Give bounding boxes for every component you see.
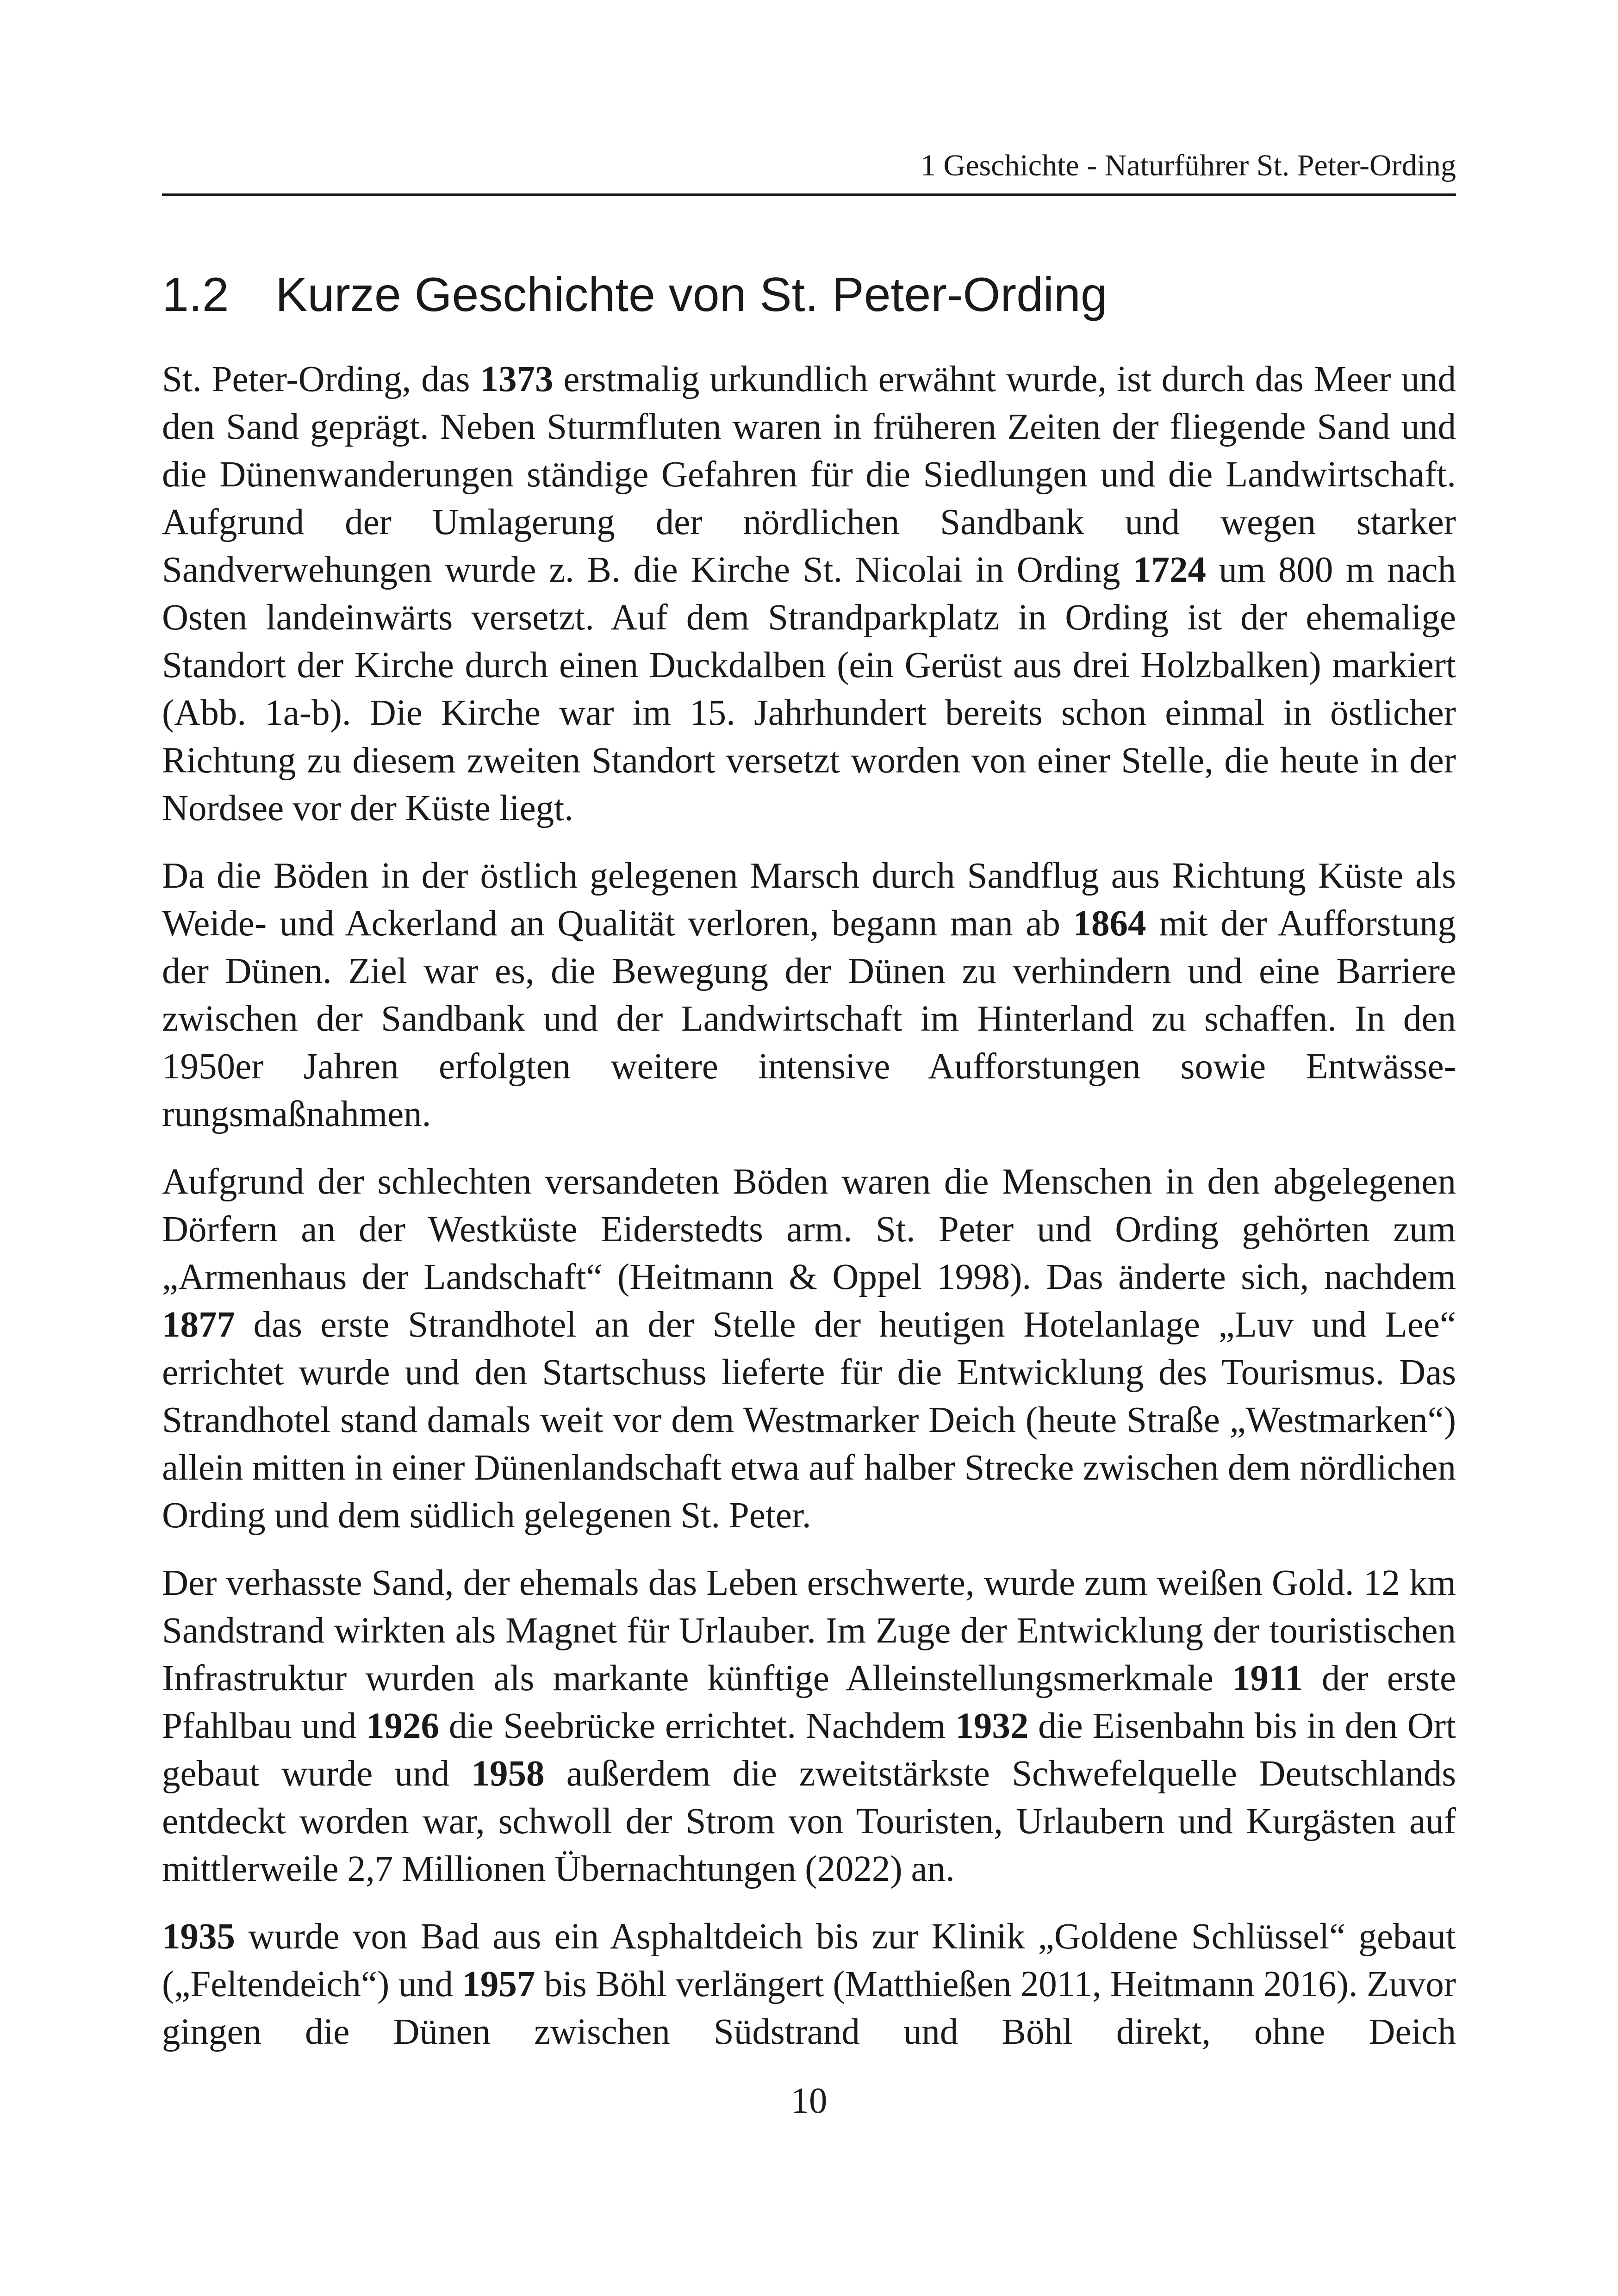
text-run: erstmalig urkundlich erwähnt wurde, ist durch das Meer und den Sand geprägt. Neben Sturmfluten waren in früheren Zeiten der fliegende Sand und die Dünenwanderungen ständige Gefahren für die Siedlungen und die Landwirtschaft. Aufgrund der Umlagerung der nördlichen Sandbank und wegen starker Sandverwehungen wurde z. B. die Kirche St. Nicolai in Ording (162, 359, 1456, 590)
text-run: um 800 m nach Osten landeinwärts versetzt. Auf dem Strandparkplatz in Ording ist der ehemalige Standort der Kirche durch einen Duckdalben (ein Gerüst aus drei Holzbalken) markiert (Abb. 1a-b). Die Kirche war im 15. Jahrhundert bereits schon einmal in östlicher Richtung zu diesem zweiten Standort versetzt worden von einer Stelle, die heute in der Nordsee vor der Küste liegt. (162, 550, 1456, 828)
paragraph (162, 852, 1456, 1138)
text-run: wurde von Bad aus ein Asphaltdeich bis zur Klinik „Goldene Schlüssel“ gebaut („Feltendeich“) und (162, 1916, 1456, 2004)
bold-year: 1935 (162, 1916, 235, 1957)
bold-year: 1926 (366, 1706, 440, 1746)
bold-year: 1911 (1232, 1658, 1303, 1699)
paragraph (162, 1559, 1456, 1893)
paragraph (162, 1913, 1456, 2056)
text-run: die Eisenbahn bis in den Ort gebaut wurde und (162, 1706, 1456, 1794)
section-title (162, 268, 1108, 322)
bold-year: 1373 (480, 359, 554, 399)
header-rule (162, 193, 1456, 196)
body-text (162, 355, 1456, 2076)
text-run: Der verhasste Sand, der ehemals das Leben erschwerte, wurde zum weißen Gold. 12 km Sandstrand wirkten als Magnet für Urlauber. Im Zuge der Entwicklung der touristischen Infrastruktur wurden als markante künftige Alleinstellungsmerkmale (162, 1563, 1456, 1699)
paragraph (162, 1158, 1456, 1539)
bold-year: 1957 (462, 1964, 535, 2004)
bold-year: 1932 (955, 1706, 1029, 1746)
text-run: Da die Böden in der östlich gelegenen Marsch durch Sandflug aus Richtung Küste als Weide- und Ackerland an Qualität verloren, begann man ab (162, 856, 1456, 944)
bold-year: 1724 (1133, 550, 1206, 590)
text-run: St. Peter-Ording, das (162, 359, 480, 399)
bold-year: 1958 (471, 1754, 545, 1794)
text-run: der erste Pfahlbau und (162, 1658, 1456, 1746)
text-run: Aufgrund der schlechten versandeten Böden waren die Menschen in den abgelegenen Dörfern an der Westküste Eiderstedts arm. St. Peter und Ording gehörten zum „Armenhaus der Landschaft“ (Heitmann & Oppel 1998). Das änderte sich, nachdem (162, 1162, 1456, 1297)
section-number: 1.2 (162, 268, 229, 322)
text-run: das erste Strandhotel an der Stelle der heutigen Hotelanlage „Luv und Lee“ errichtet wurde und den Startschuss lieferte für die Entwicklung des Tourismus. Das Strandhotel stand damals weit vor dem Westmarker Deich (heute Straße „Westmarken“) allein mitten in einer Dünenlandschaft etwa auf halber Strecke zwischen dem nördlichen Ording und dem südlich gelegenen St. Peter. (162, 1305, 1456, 1536)
bold-year: 1877 (162, 1305, 235, 1345)
text-run: bis Böhl verlängert (Matthießen 2011, Heitmann 2016). Zuvor gingen die Dünen zwischen Südstrand und Böhl direkt, ohne Deich (162, 1964, 1456, 2052)
bold-year: 1864 (1073, 903, 1146, 944)
paragraph (162, 355, 1456, 832)
running-header: 1 Geschichte - Naturführer St. Peter-Ording (921, 149, 1456, 182)
section-title-text: Kurze Geschichte von St. Peter-Ording (275, 268, 1108, 322)
page-number: 10 (790, 2081, 828, 2121)
text-run: die Seebrücke errichtet. Nachdem (439, 1706, 956, 1746)
text-run: außerdem die zweitstärkste Schwefelquelle Deutschlands entdeckt worden war, schwoll der Strom von Touristen, Urlaubern und Kurgästen auf mittlerweile 2,7 Millionen Übernachtungen (2022) an. (162, 1754, 1456, 1889)
text-run: mit der Aufforstung der Dünen. Ziel war es, die Bewegung der Dünen zu verhindern und eine Barriere zwischen der Sandbank und der Landwirtschaft im Hinterland zu schaffen. In den 1950er Jahren erfolgten weitere intensive Aufforstungen sowie Entwässerungsmaßnahmen. (162, 903, 1456, 1134)
